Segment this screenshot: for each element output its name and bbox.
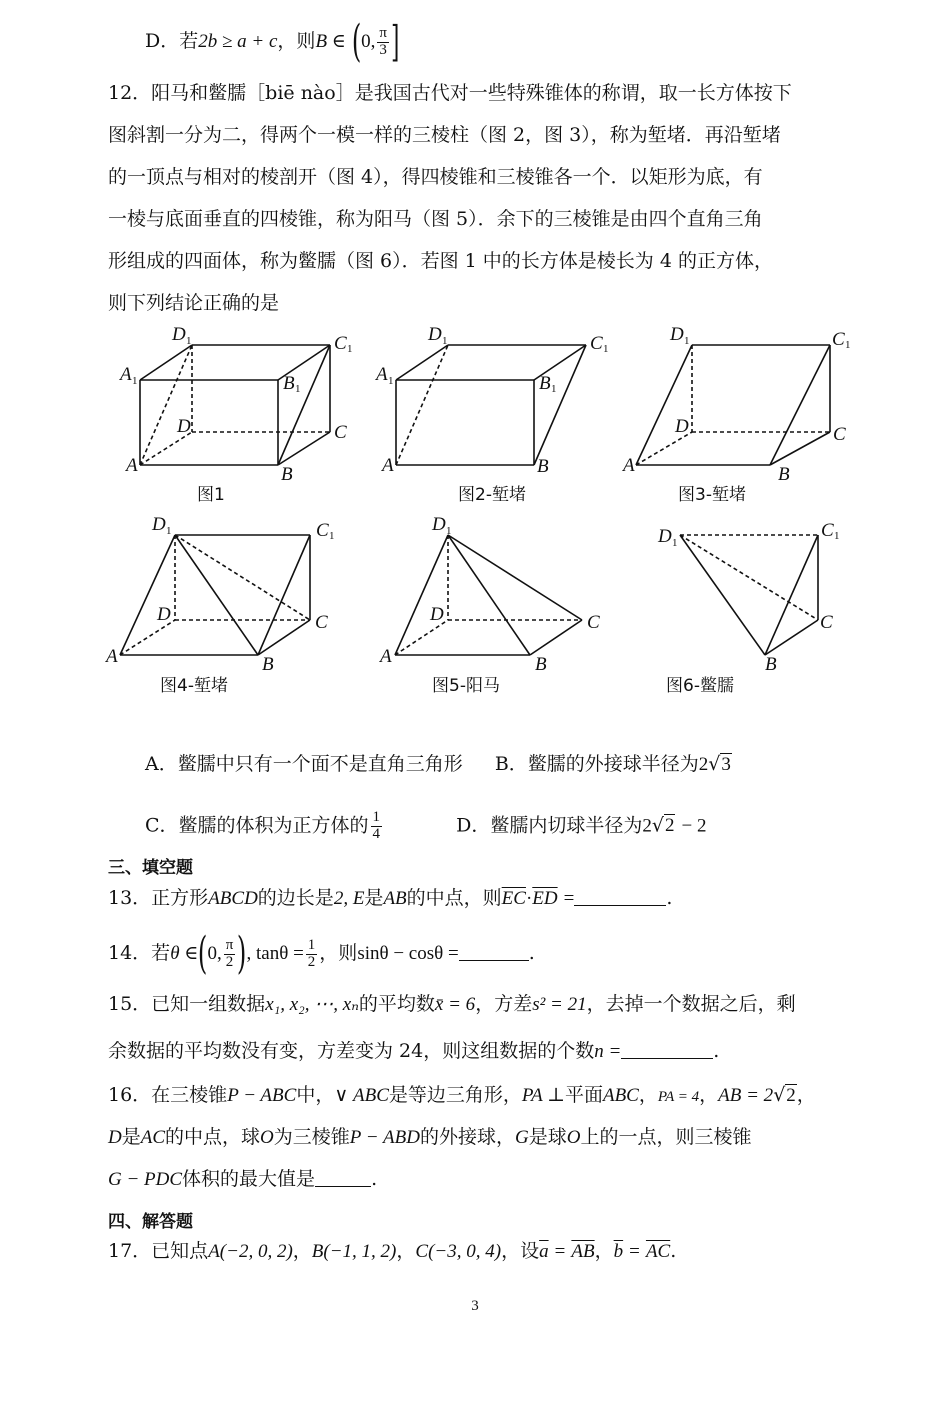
svg-text:C: C xyxy=(334,333,347,354)
q12-line-5: 形组成的四面体，称为鳖臑（图 6）．若图 1 中的长方体是棱长为 4 的正方体， xyxy=(108,250,773,272)
svg-text:1: 1 xyxy=(603,343,609,355)
figure-3-prism xyxy=(636,345,830,465)
svg-text:B: B xyxy=(765,654,777,675)
svg-text:C: C xyxy=(832,329,845,350)
svg-text:1: 1 xyxy=(551,383,557,395)
svg-text:1: 1 xyxy=(446,525,452,537)
q12-option-a: A．鳖臑中只有一个面不是直角三角形 xyxy=(145,753,463,775)
q12-figures xyxy=(0,0,950,700)
svg-text:D: D xyxy=(430,604,444,625)
svg-text:A: A xyxy=(382,455,394,476)
caption-fig3: 图3-堑堵 xyxy=(678,485,746,505)
caption-fig6: 图6-鳖臑 xyxy=(666,676,734,696)
svg-text:A: A xyxy=(120,364,132,385)
q12-options-ab: A．鳖臑中只有一个面不是直角三角形 B．鳖臑的外接球半径为2√3 xyxy=(145,753,731,775)
q13-answer-blank[interactable] xyxy=(574,905,666,906)
q14-answer-blank[interactable] xyxy=(459,960,529,961)
svg-text:A: A xyxy=(106,646,118,667)
svg-text:C: C xyxy=(820,612,833,633)
page-number: 3 xyxy=(471,1298,479,1314)
figure-1-cube xyxy=(140,345,330,465)
svg-text:B: B xyxy=(778,464,790,485)
svg-text:B: B xyxy=(262,654,274,675)
svg-text:B: B xyxy=(281,464,293,485)
svg-text:A: A xyxy=(126,455,138,476)
svg-text:A: A xyxy=(380,646,392,667)
svg-text:1: 1 xyxy=(347,343,353,355)
q17: 17．已知点A(−2, 0, 2)，B(−1, 1, 2)，C(−3, 0, 4)，设$\overline{a} = \overline{AB}$，$\overline{b} = \overline{AC}$. xyxy=(108,1240,677,1262)
figure-2-prism xyxy=(396,345,586,465)
svg-text:1: 1 xyxy=(442,335,448,347)
svg-text:C: C xyxy=(590,333,603,354)
q12-option-c: C．鳖臑的体积为正方体的 xyxy=(145,814,369,837)
svg-text:1: 1 xyxy=(132,375,138,387)
q16-line-3: G − PDC体积的最大值是 . xyxy=(108,1168,378,1190)
svg-text:B: B xyxy=(535,654,547,675)
svg-text:B: B xyxy=(537,456,549,477)
svg-text:D: D xyxy=(432,514,446,535)
svg-text:1: 1 xyxy=(684,335,690,347)
svg-text:1: 1 xyxy=(834,530,840,542)
svg-text:1: 1 xyxy=(295,383,301,395)
caption-fig1: 图1 xyxy=(197,485,225,505)
q11-option-d: D．若2b ≥ a + c，则B ∈ (0, $\frac{\pi}{3}$ ] xyxy=(145,16,400,67)
figure-6-bienao xyxy=(680,535,818,655)
q15-answer-blank[interactable] xyxy=(621,1058,713,1059)
caption-fig5: 图5-阳马 xyxy=(432,676,500,696)
svg-text:C: C xyxy=(334,422,347,443)
svg-text:B: B xyxy=(283,373,295,394)
svg-text:A: A xyxy=(376,364,388,385)
svg-text:D: D xyxy=(172,324,186,345)
svg-text:C: C xyxy=(821,520,834,541)
q15-line-2: 余数据的平均数没有变，方差变为 24，则这组数据的个数n = . xyxy=(108,1040,720,1062)
svg-text:C: C xyxy=(587,612,600,633)
section-fill-in: 三、填空题 xyxy=(108,858,193,878)
q15-line-1: 15．已知一组数据x₁, x₂, ⋯, xₙ的平均数x̄ = 6，方差s² = 21，去掉一个数据之后，剩 xyxy=(108,993,796,1015)
figure-5-yangma xyxy=(395,535,582,655)
svg-text:D: D xyxy=(670,324,684,345)
svg-text:D: D xyxy=(428,324,442,345)
q12-line-4: 一棱与底面垂直的四棱锥，称为阳马（图 5）．余下的三棱锥是由四个直角三角 xyxy=(108,208,763,230)
svg-text:D: D xyxy=(658,526,672,547)
svg-text:C: C xyxy=(315,612,328,633)
svg-text:A: A xyxy=(623,455,635,476)
svg-text:C: C xyxy=(316,520,329,541)
svg-text:1: 1 xyxy=(329,530,335,542)
svg-text:1: 1 xyxy=(186,335,192,347)
figure-4-prism xyxy=(120,535,310,655)
caption-fig2: 图2-堑堵 xyxy=(458,485,526,505)
q12-option-b: B．鳖臑的外接球半径为 xyxy=(494,753,699,775)
q12-line-3: 的一顶点与相对的棱剖开（图 4），得四棱锥和三棱锥各一个．以矩形为底，有 xyxy=(108,166,763,188)
svg-text:C: C xyxy=(833,424,846,445)
section-answers: 四、解答题 xyxy=(108,1212,193,1232)
q12-option-d: D．鳖臑内切球半径为 xyxy=(456,814,643,837)
svg-text:D: D xyxy=(675,416,689,437)
q12-options-cd: C．鳖臑的体积为正方体的 $\frac{1}{4}$ D．鳖臑内切球半径为2√2 − 2 xyxy=(145,809,707,842)
svg-text:D: D xyxy=(152,514,166,535)
svg-text:D: D xyxy=(177,416,191,437)
svg-text:1: 1 xyxy=(845,339,851,351)
q16-answer-blank[interactable] xyxy=(315,1186,371,1187)
svg-text:1: 1 xyxy=(672,537,678,549)
q12-line-6: 则下列结论正确的是 xyxy=(108,292,280,314)
svg-text:1: 1 xyxy=(388,375,394,387)
q16-line-1: 16．在三棱锥P − ABC中，∨ ABC是等边三角形，PA ⊥平面ABC，PA = 4，AB = 2√2， xyxy=(108,1084,816,1106)
svg-text:1: 1 xyxy=(166,525,172,537)
q12-line-2: 图斜割一分为二，得两个一模一样的三棱柱（图 2，图 3），称为堑堵．再沿堑堵 xyxy=(108,124,781,146)
q16-line-2: D是AC的中点，球O为三棱锥P − ABD的外接球，G是球O上的一点，则三棱锥 xyxy=(108,1126,752,1148)
q13: 13．正方形ABCD的边长是2, E是AB的中点，则$\overline{EC}\cdot\overline{ED}$ = . xyxy=(108,887,673,909)
q14: 14．若θ ∈(0, $\frac{\pi}{2}$ ), tanθ = $\frac{1}{2}$ ，则sinθ − cosθ = . xyxy=(108,928,535,979)
caption-fig4: 图4-堑堵 xyxy=(160,676,228,696)
svg-text:D: D xyxy=(157,604,171,625)
svg-text:B: B xyxy=(539,373,551,394)
q12-line-1: 12．阳马和鳖臑［biē nào］是我国古代对一些特殊锥体的称谓，取一长方体按下 xyxy=(108,82,792,104)
